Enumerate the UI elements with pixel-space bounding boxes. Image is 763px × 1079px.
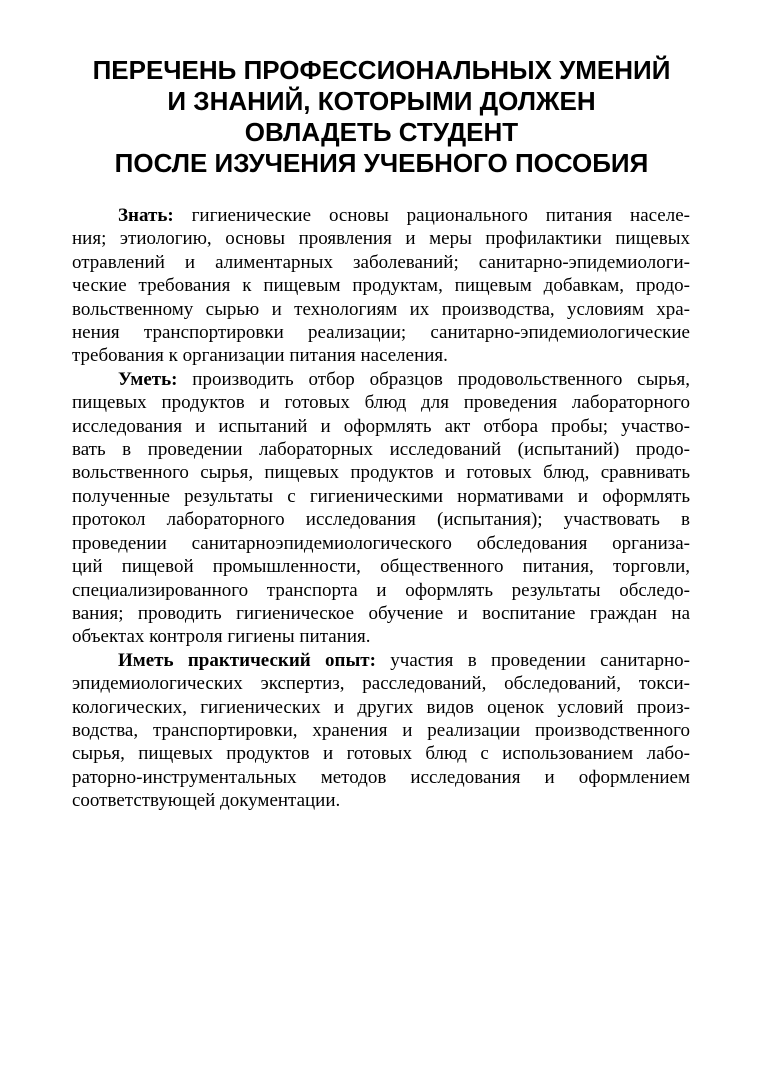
page-title: [40, 55, 723, 179]
paragraph-line: протокол лабораторного исследования (испытания); участвовать в: [72, 509, 690, 531]
paragraph-line: вания; проводить гигиеническое обучение и воспитание граждан на: [72, 602, 690, 624]
paragraph-text: производить отбор образцов продовольственного сырья,: [177, 368, 690, 390]
paragraph-know: [72, 204, 690, 368]
paragraph-experience: [72, 649, 690, 813]
paragraph-line: раторно-инструментальных методов исследования и оформлением: [72, 766, 690, 788]
body-text: [72, 204, 690, 813]
paragraph-line: сырья, пищевых продуктов и готовых блюд с использованием лабо-: [72, 743, 690, 765]
paragraph-line: вольственному сырью и технологиям их производства, условиям хра-: [72, 298, 690, 320]
paragraph-line: [72, 204, 690, 227]
paragraph-line: пищевых продуктов и готовых блюд для проведения лабораторного: [72, 392, 690, 414]
paragraph-lead: Знать:: [118, 205, 174, 226]
paragraph-lead: Иметь практический опыт:: [118, 649, 376, 671]
paragraph-line: полученные результаты с гигиеническими нормативами и оформлять: [72, 485, 690, 507]
paragraph-line: отравлений и алиментарных заболеваний; санитарно-эпидемиологи-: [72, 251, 690, 273]
paragraph-line: проведении санитарноэпидемиологического обследования организа-: [72, 532, 690, 554]
paragraph-line: требования к организации питания населения.: [72, 345, 448, 367]
paragraph-line: водства, транспортировки, хранения и реализации производственного: [72, 719, 690, 741]
title-line: И ЗНАНИЙ, КОТОРЫМИ ДОЛЖЕН: [167, 86, 596, 116]
paragraph-line: соответствующей документации.: [72, 790, 341, 812]
title-line: ОВЛАДЕТЬ СТУДЕНТ: [244, 117, 519, 147]
paragraph-line: объектах контроля гигиены питания.: [72, 626, 371, 648]
paragraph-line: специализированного транспорта и оформлять результаты обследо-: [72, 579, 690, 601]
paragraph-line: ческие требования к пищевым продуктам, пищевым добавкам, продо-: [72, 275, 690, 297]
paragraph-line: [72, 649, 690, 672]
paragraph-line: ния; этиологию, основы проявления и меры профилактики пищевых: [72, 228, 690, 250]
title-line: ПЕРЕЧЕНЬ ПРОФЕССИОНАЛЬНЫХ УМЕНИЙ: [92, 55, 671, 85]
paragraph-line: вольственного сырья, пищевых продуктов и готовых блюд, сравнивать: [72, 462, 690, 484]
paragraph-line: ций пищевой промышленности, общественного питания, торговли,: [72, 556, 690, 578]
paragraph-line: [72, 368, 690, 391]
paragraph-skills: [72, 368, 690, 649]
title-line: ПОСЛЕ ИЗУЧЕНИЯ УЧЕБНОГО ПОСОБИЯ: [114, 148, 649, 178]
paragraph-line: вать в проведении лабораторных исследований (испытаний) продо-: [72, 439, 690, 461]
paragraph-line: эпидемиологических экспертиз, расследований, обследований, токси-: [72, 673, 690, 695]
paragraph-line: нения транспортировки реализации; санитарно-эпидемиологические: [72, 322, 690, 344]
paragraph-text: гигиенические основы рационального питания населе-: [173, 205, 690, 226]
paragraph-lead: Уметь:: [118, 368, 178, 390]
paragraph-line: исследования и испытаний и оформлять акт отбора пробы; участво-: [72, 415, 690, 437]
paragraph-text: участия в проведении санитарно-: [375, 649, 690, 671]
paragraph-line: кологических, гигиенических и других видов оценок условий произ-: [72, 696, 690, 718]
